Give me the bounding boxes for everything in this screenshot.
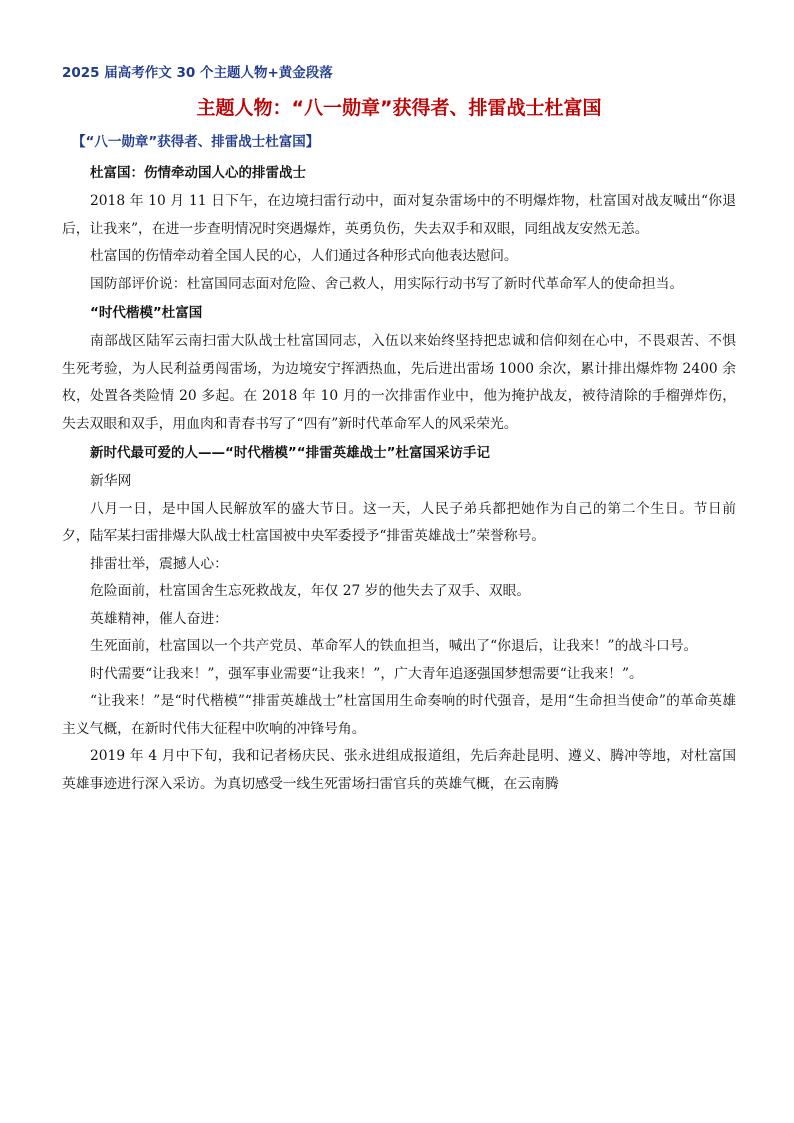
paragraph-7: 时代需要“让我来！”，强军事业需要“让我来！”，广大青年追逐强国梦想需要“让我来！”。 [90,665,643,682]
page-title: 主题人物：“八一勋章”获得者、排雷战士杜富国 [196,97,602,119]
paragraph-8: “让我来！”是“时代楷模”“排雷英雄战士”杜富国用生命奏响的时代强音，是用“生命担当使命”的革命英雄主义气概，在新时代伟大征程中吹响的冲锋号角。 [62,693,736,737]
paragraph-9: 2019 年 4 月中下旬，我和记者杨庆民、张永进组成报道组，先后奔赴昆明、遵义、腾冲等地，对杜富国英雄事迹进行深入采访。为真切感受一线生死雷场扫雷官兵的英雄气概，在云南腾 [62,748,736,792]
paragraph-4: 南部战区陆军云南扫雷大队战士杜富国同志，入伍以来始终坚持把忠诚和信仰刻在心中，不畏艰苦、不惧生死考验，为人民利益勇闯雷场，为边境安宁挥洒热血，先后进出雷场 1000 余次，累计排出爆炸物 2400 余枚，处置各类险情 20 多起。在 2018 年 10 月的一次排雷作业中，他为掩护战友，被待清除的手榴弹炸伤，失去双眼和双手，用血肉和青春书写了“四有”新时代革命军人的风采荣光。 [62,333,736,432]
series-header: 2025 届高考作文 30 个主题人物+黄金段落 [62,65,333,81]
line-1: 排雷壮举，震撼人心： [90,555,228,572]
section-heading: 【“八一勋章”获得者、排雷战士杜富国】 [72,134,320,150]
line-3: 英雄精神，催人奋进： [90,610,228,627]
line-2: 危险面前，杜富国舍生忘死救战友，年仅 27 岁的他失去了双手、双眼。 [90,583,531,599]
subheading-1: 杜富国：伤情牵动国人心的排雷战士 [90,165,306,181]
source-label: 新华网 [90,473,132,489]
paragraph-2: 杜富国的伤情牵动着全国人民的心，人们通过各种形式向他表达慰问。 [90,248,518,264]
subheading-2: “时代楷模”杜富国 [90,305,203,321]
subheading-3: 新时代最可爱的人——“时代楷模”“排雷英雄战士”杜富国采访手记 [90,445,490,461]
paragraph-3: 国防部评价说：杜富国同志面对危险、舍己救人，用实际行动书写了新时代革命军人的使命担当。 [90,275,684,292]
paragraph-5: 八月一日，是中国人民解放军的盛大节日。这一天，人民子弟兵都把她作为自己的第二个生日。节日前夕，陆军某扫雷排爆大队战士杜富国被中央军委授予“排雷英雄战士”荣誉称号。 [62,500,736,544]
paragraph-6: 生死面前，杜富国以一个共产党员、革命军人的铁血担当，喊出了“你退后，让我来！”的战斗口号。 [90,638,698,654]
paragraph-1: 2018 年 10 月 11 日下午，在边境扫雷行动中，面对复杂雷场中的不明爆炸物，杜富国对战友喊出“你退后，让我来”，在进一步查明情况时突遇爆炸，英勇负伤，失去双手和双眼，同组战友安然无恙。 [62,193,736,237]
